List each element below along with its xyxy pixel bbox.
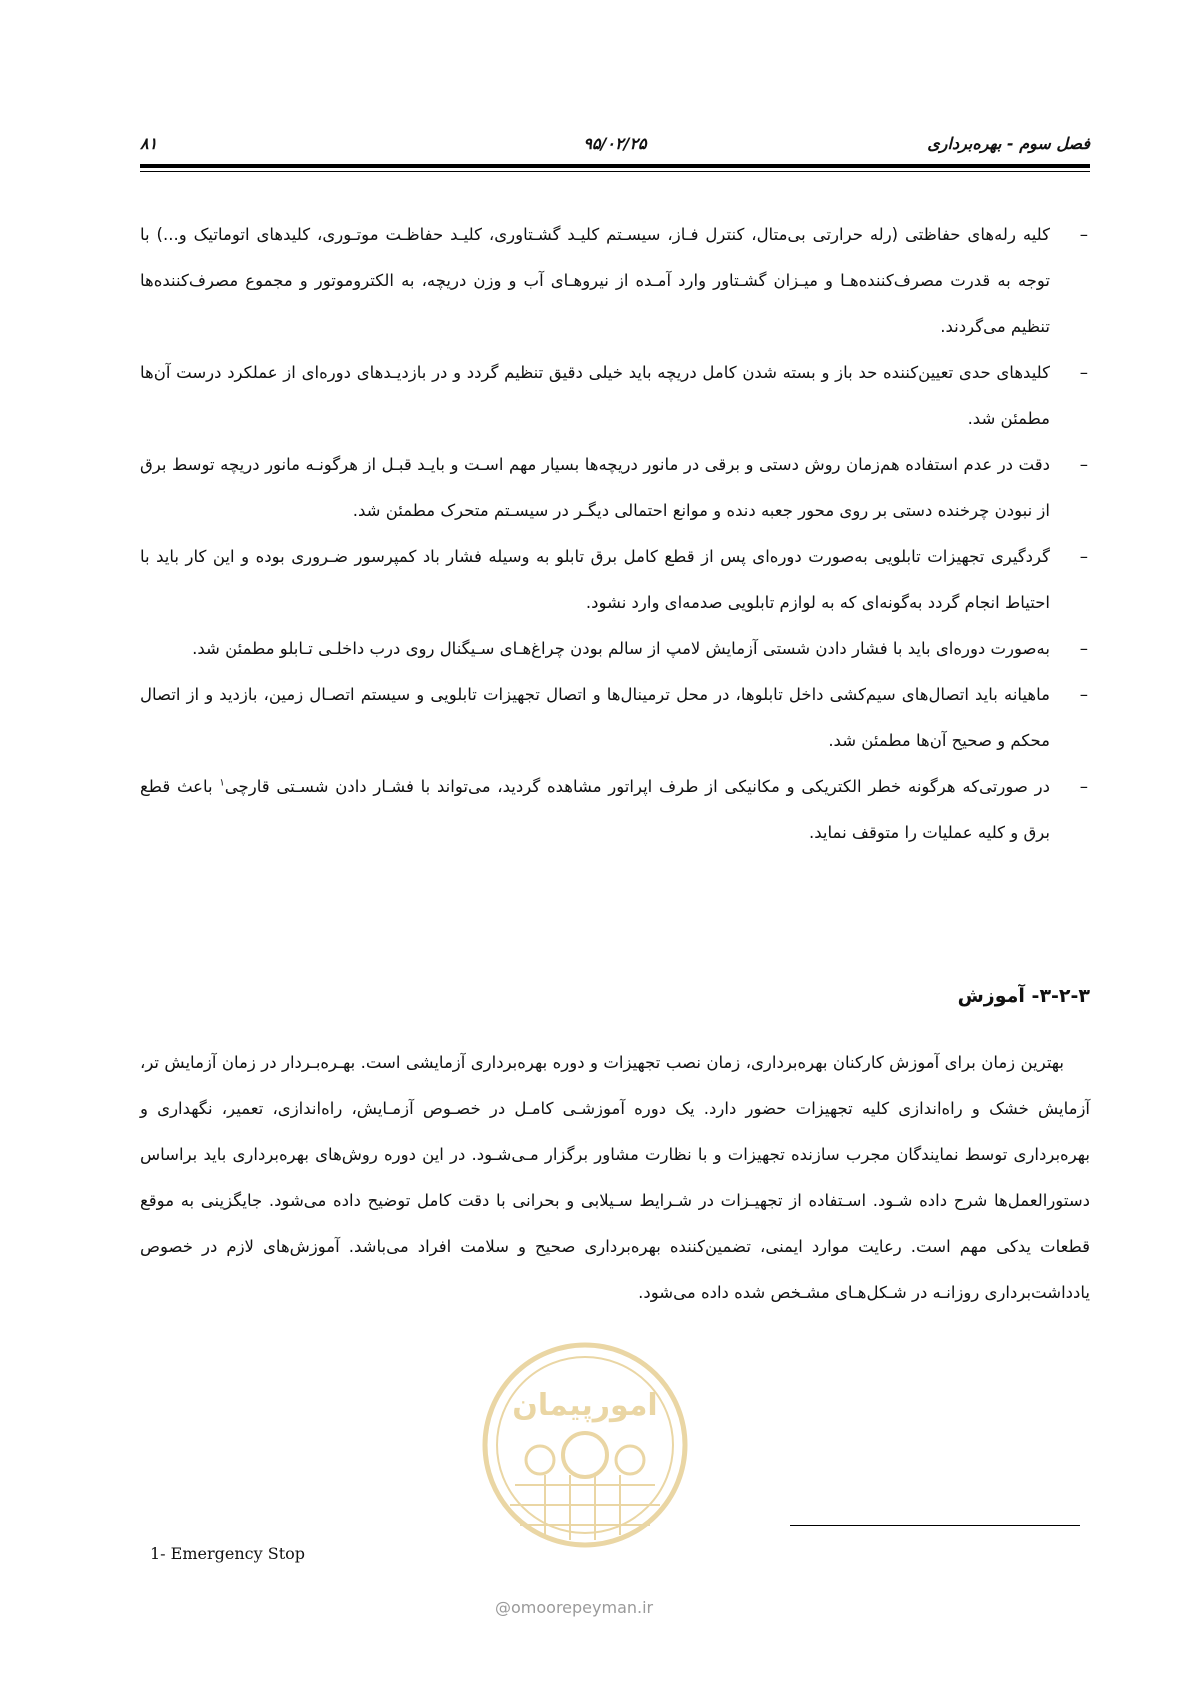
watermark-logo-icon bbox=[475, 1335, 695, 1585]
header-rule-thick bbox=[140, 164, 1090, 168]
page-header bbox=[140, 126, 1090, 160]
bullet-text: ماهیانه باید اتصال‌های سیم‌کشی داخل تابلوها، در محل ترمینال‌ها و اتصال تجهیزات تابلویی و سیستم اتصـال زمین، بازدید و از اتصال محکم و صحیح آن‌ها مطمئن شد. bbox=[140, 685, 1050, 750]
page-number: ۸۱ bbox=[140, 134, 158, 153]
bullet-text: باعث قطع برق و کلیه عملیات را متوقف نماید. bbox=[140, 777, 1050, 842]
bullet-text: دقت در عدم استفاده هم‌زمان روش دستی و برقی در مانور دریچه‌ها بسیار مهم اسـت و بایـد قبـل از هرگونـه مانور دریچه توسط برق از نبودن چرخنده دستی بر روی محور جعبه دنده و موانع احتمالی دیگـر در سیسـتم متحرک مطمئن شد. bbox=[140, 455, 1050, 520]
bullet-item bbox=[140, 350, 1090, 442]
bullet-dash: – bbox=[1079, 225, 1088, 244]
bullet-item bbox=[140, 764, 1090, 856]
footnote-rule bbox=[790, 1525, 1080, 1526]
bullet-dash: – bbox=[1079, 685, 1088, 704]
section-title: ۳-۲-۳- آموزش bbox=[957, 985, 1090, 1007]
bullet-dash: – bbox=[1079, 363, 1088, 382]
bullet-text: به‌صورت دوره‌ای باید با فشار دادن شستی آزمایش لامپ از سالم بودن چراغ‌هـای سـیگنال روی درب داخلـی تـابلو مطمئن شد. bbox=[192, 639, 1050, 658]
watermark-url: @omoorepeyman.ir bbox=[495, 1598, 654, 1617]
bullet-list bbox=[140, 212, 1090, 856]
bullet-text: در صورتی‌که هرگونه خطر الکتریکی و مکانیکی از طرف اپراتور مشاهده گردید، می‌تواند با فشـار دادن شسـتی قارچی bbox=[224, 777, 1050, 796]
bullet-dash: – bbox=[1079, 639, 1088, 658]
bullet-text: گردگیری تجهیزات تابلویی به‌صورت دوره‌ای پس از قطع کامل برق تابلو به وسیله فشار باد کمپرسور ضـروری بوده و این کار باید با احتیاط انجام گردد به‌گونه‌ای که به لوازم تابلویی صدمه‌ای وارد نشود. bbox=[140, 547, 1050, 612]
body-paragraph: بهترین زمان برای آموزش کارکنان بهره‌برداری، زمان نصب تجهیزات و دوره بهره‌برداری آزمایشی است. بهـره‌بـردار در زمان آزمایش تر، آزمایش خشک و راه‌اندازی کلیه تجهیزات حضور دارد. یک دوره آموزشـی کامـل در خصـوص آزمـایش، راه‌اندازی، تعمیر، نگهداری و بهره‌برداری توسط نمایندگان مجرب سازنده تجهیزات و با نظارت مشاور برگزار مـی‌شـود. در این دوره روش‌های بهره‌برداری باید براساس دستورالعمل‌ها شرح داده شـود. اسـتفاده از تجهیـزات در شـرایط سـیلابی و بحرانی با دقت کامل توضیح داده می‌شود. جایگزینی به موقع قطعات یدکی مهم است. رعایت موارد ایمنی، تضمین‌کننده بهره‌برداری صحیح و سلامت افراد می‌باشد. آموزش‌های لازم در خصوص یادداشت‌برداری روزانـه در شـکل‌هـای مشـخص شده داده می‌شود. bbox=[140, 1053, 1090, 1302]
bullet-item bbox=[140, 534, 1090, 626]
bullet-text: کلیه رله‌های حفاظتی (رله حرارتی بی‌متال، کنترل فـاز، سیسـتم کلیـد گشـتاوری، کلیـد حفاظـت موتـوری، کلیدهای اتوماتیک و...) با توجه به قدرت مصرف‌کننده‌هـا و میـزان گشـتاور وارد آمـده از نیروهـای آب و وزن دریچه، به الکتروموتور و مجموع مصرف‌کننده‌ها تنظیم می‌گردند. bbox=[140, 225, 1050, 336]
header-rule-thin bbox=[140, 171, 1090, 172]
footnote-ref: ۱ bbox=[219, 777, 225, 789]
bullet-dash: – bbox=[1079, 547, 1088, 566]
bullet-item bbox=[140, 626, 1090, 672]
bullet-dash: – bbox=[1079, 455, 1088, 474]
bullet-item bbox=[140, 442, 1090, 534]
watermark-logo-text: امورپیمان bbox=[512, 1388, 658, 1423]
chapter-title: فصل سوم - بهره‌برداری bbox=[927, 134, 1090, 153]
bullet-dash: – bbox=[1079, 777, 1088, 796]
header-date: ۹۵/۰۲/۲۵ bbox=[583, 134, 647, 153]
bullet-item bbox=[140, 212, 1090, 350]
bullet-item bbox=[140, 672, 1090, 764]
footnote: 1- Emergency Stop bbox=[150, 1544, 306, 1563]
bullet-text: کلیدهای حدی تعیین‌کننده حد باز و بسته شدن کامل دریچه باید خیلی دقیق تنظیم گردد و در بازدیـدهای دوره‌ای از عملکرد درست آن‌ها مطمئن شد. bbox=[140, 363, 1050, 428]
